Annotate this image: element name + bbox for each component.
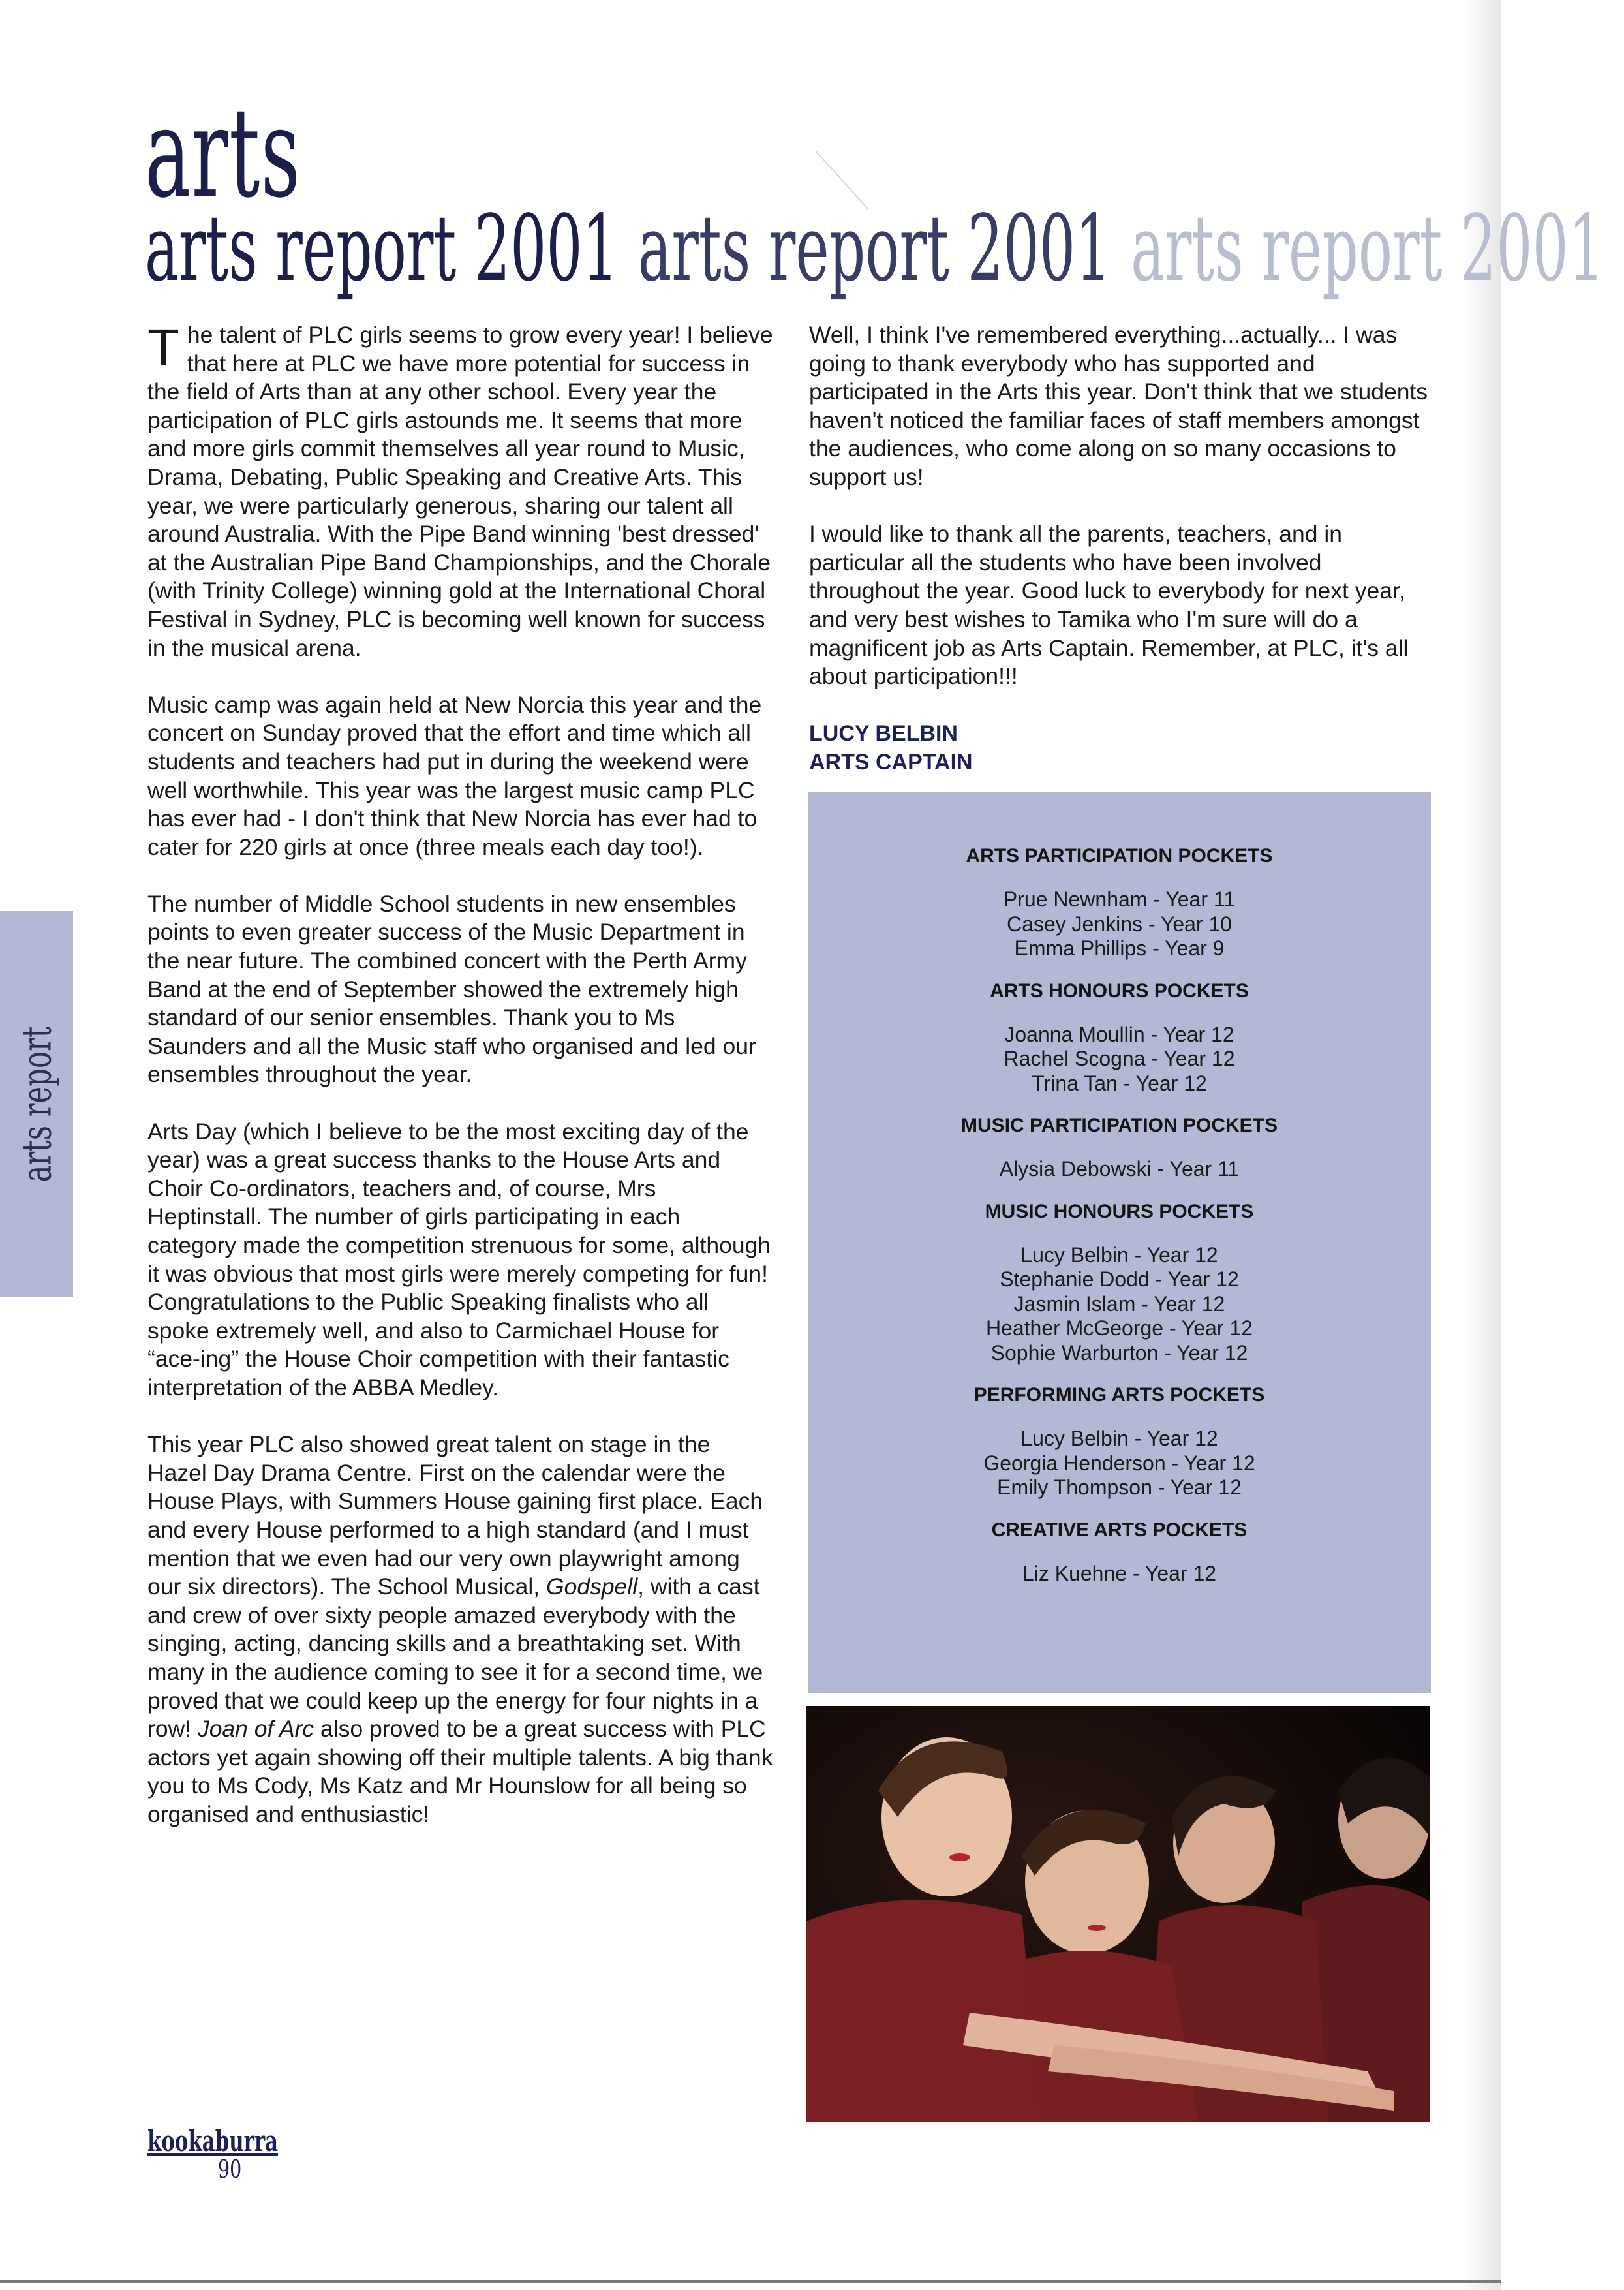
- signature-name: LUCY BELBIN: [809, 721, 958, 747]
- report-banner: [145, 196, 1624, 302]
- banner-text-2: arts report 2001: [637, 196, 1112, 302]
- award-recipient: Alysia Debowski - Year 11: [999, 1157, 1240, 1181]
- award-recipient: Casey Jenkins - Year 10: [1006, 912, 1233, 936]
- page-bottom-rule: [0, 2280, 1501, 2283]
- banner-text-3: arts report 2001: [1131, 196, 1604, 302]
- left-column: [147, 318, 774, 1857]
- musical-title: Godspell: [545, 1573, 638, 1600]
- award-recipient: Lucy Belbin - Year 12: [1020, 1427, 1218, 1450]
- kookaburra-logo: kookaburra: [147, 2125, 279, 2158]
- award-recipient: Heather McGeorge - Year 12: [985, 1316, 1253, 1340]
- award-group: [808, 1199, 1431, 1366]
- side-tab: [0, 911, 73, 1297]
- arts-day-paragraph: Arts Day (which I believe to be the most exciting day of the year) was a great success thanks to the House Arts and Choir Co-ordinators, teachers and, of course, Mrs Heptinstall. The number of girls participating in each category made the competition strenuous for some, although it was obvious that most girls were merely competing for fun! Congratulations to the Public Speaking finalists who all spoke extremely well, and also to Carmichael House for “ace-ing” the House Choir competition with their fantastic interpretation of the ABBA Medley.: [147, 1118, 771, 1400]
- side-tab-label: arts report: [12, 1026, 61, 1183]
- award-recipient: Georgia Henderson - Year 12: [983, 1451, 1255, 1475]
- award-group: [808, 843, 1431, 961]
- award-recipient: Liz Kuehne - Year 12: [1022, 1561, 1217, 1585]
- performers-photo: [806, 1706, 1430, 2122]
- middle-school-paragraph: The number of Middle School students in new ensembles points to even greater success of the Music Department in the near future. The combined concert with the Perth Army Band at the end of September showed the extremely high standard of our senior ensembles. Thank you to Ms Saunders and all the Music staff who organised and led our ensembles throughout the year.: [147, 890, 756, 1088]
- music-camp-paragraph: Music camp was again held at New Norcia this year and the concert on Sunday proved that the effort and time which all students and teachers had put in during the weekend were well worthwhile. This year was the largest music camp PLC has ever had - I don't think that New Norcia has ever had to cater for 220 girls at once (three meals each day too!).: [147, 691, 762, 860]
- award-recipient: Trina Tan - Year 12: [1032, 1071, 1207, 1095]
- award-heading: MUSIC PARTICIPATION POCKETS: [960, 1115, 1278, 1136]
- right-column: [809, 321, 1439, 777]
- awards-panel: [808, 792, 1431, 1693]
- award-group: [808, 1113, 1431, 1182]
- award-heading: ARTS HONOURS POCKETS: [990, 980, 1249, 1002]
- award-recipient: Rachel Scogna - Year 12: [1004, 1047, 1235, 1070]
- award-group: [808, 1382, 1431, 1500]
- stage-text-b: , with a cast and crew of over sixty people amazed everybody with the singing, acting, dancing skills and a breathtaking set. With many in the audience coming to see it for a second time, we proved that we could keep up the energy for four nights in a row!: [147, 1573, 763, 1742]
- award-recipient: Lucy Belbin - Year 12: [1020, 1243, 1218, 1267]
- award-recipient: Prue Newnham - Year 11: [1003, 888, 1236, 911]
- award-heading: CREATIVE ARTS POCKETS: [991, 1519, 1248, 1541]
- award-group: [808, 978, 1431, 1096]
- award-recipient: Emma Phillips - Year 9: [1014, 936, 1225, 960]
- intro-text: he talent of PLC girls seems to grow every year! I believe that here at PLC we have more potential for success in the field of Arts than at any other school. Every year the participation of PLC girls astounds me. It seems that more and more girls commit themselves all year round to Music, Drama, Debating, Public Speaking and Creative Arts. This year, we were particularly generous, sharing our talent all around Australia. With the Pipe Band winning 'best dressed' at the Australian Pipe Band Championships, and the Chorale (with Trinity College) winning gold at the International Choral Festival in Sydney, PLC is becoming well known for success in the musical arena.: [147, 322, 773, 661]
- intro-paragraph: [147, 318, 774, 662]
- stage-text-a: This year PLC also showed great talent on stage in the Hazel Day Drama Centre. First on the calendar were the House Plays, with Summers House gaining first place. Each and every House performed to a high standard (and I must mention that we even had our very own playwright among our six directors). The School Musical,: [147, 1431, 763, 1600]
- award-recipient: Sophie Warburton - Year 12: [990, 1340, 1248, 1365]
- signature-title: ARTS CAPTAIN: [809, 750, 973, 775]
- stage-text-c: also proved to be a great success with PLC actors yet again showing off their multiple talents. A big thank you to Ms Cody, Ms Katz and Mr Hounslow for all being so organised and enthusiastic!: [147, 1716, 773, 1827]
- page-edge-shadow: [1462, 0, 1501, 2290]
- award-recipient: Jasmin Islam - Year 12: [1013, 1292, 1225, 1316]
- award-group: [808, 1517, 1431, 1586]
- play-title: Joan of Arc: [197, 1716, 314, 1742]
- thanks-paragraph-2: I would like to thank all the parents, teachers, and in particular all the students who have been involved throughout the year. Good luck to everybody for next year, and very best wishes to Tamika who I'm sure will do a magnificent job as Arts Captain. Remember, at PLC, it's all about participation!!!: [809, 521, 1409, 690]
- thanks-paragraph-1: Well, I think I've remembered everything...actually... I was going to thank everybody who has supported and participated in the Arts this year. Don't think that we students haven't noticed the familiar faces of staff members amongst the audiences, who come along on so many occasions to support us!: [809, 322, 1428, 490]
- award-recipient: Joanna Moullin - Year 12: [1004, 1022, 1234, 1046]
- banner-text-1: arts report 2001: [145, 196, 619, 302]
- stage-paragraph: [147, 1431, 774, 1829]
- drop-cap: T: [147, 318, 179, 377]
- page-number: 90: [218, 2155, 242, 2184]
- award-heading: PERFORMING ARTS POCKETS: [973, 1384, 1265, 1406]
- award-recipient: Emily Thompson - Year 12: [997, 1476, 1242, 1499]
- awards-list: [808, 792, 1431, 1586]
- award-heading: ARTS PARTICIPATION POCKETS: [966, 845, 1273, 867]
- award-heading: MUSIC HONOURS POCKETS: [985, 1200, 1254, 1222]
- section-title: arts: [145, 81, 301, 225]
- award-recipient: Stephanie Dodd - Year 12: [1000, 1267, 1239, 1291]
- performers-illustration: [806, 1706, 1430, 2122]
